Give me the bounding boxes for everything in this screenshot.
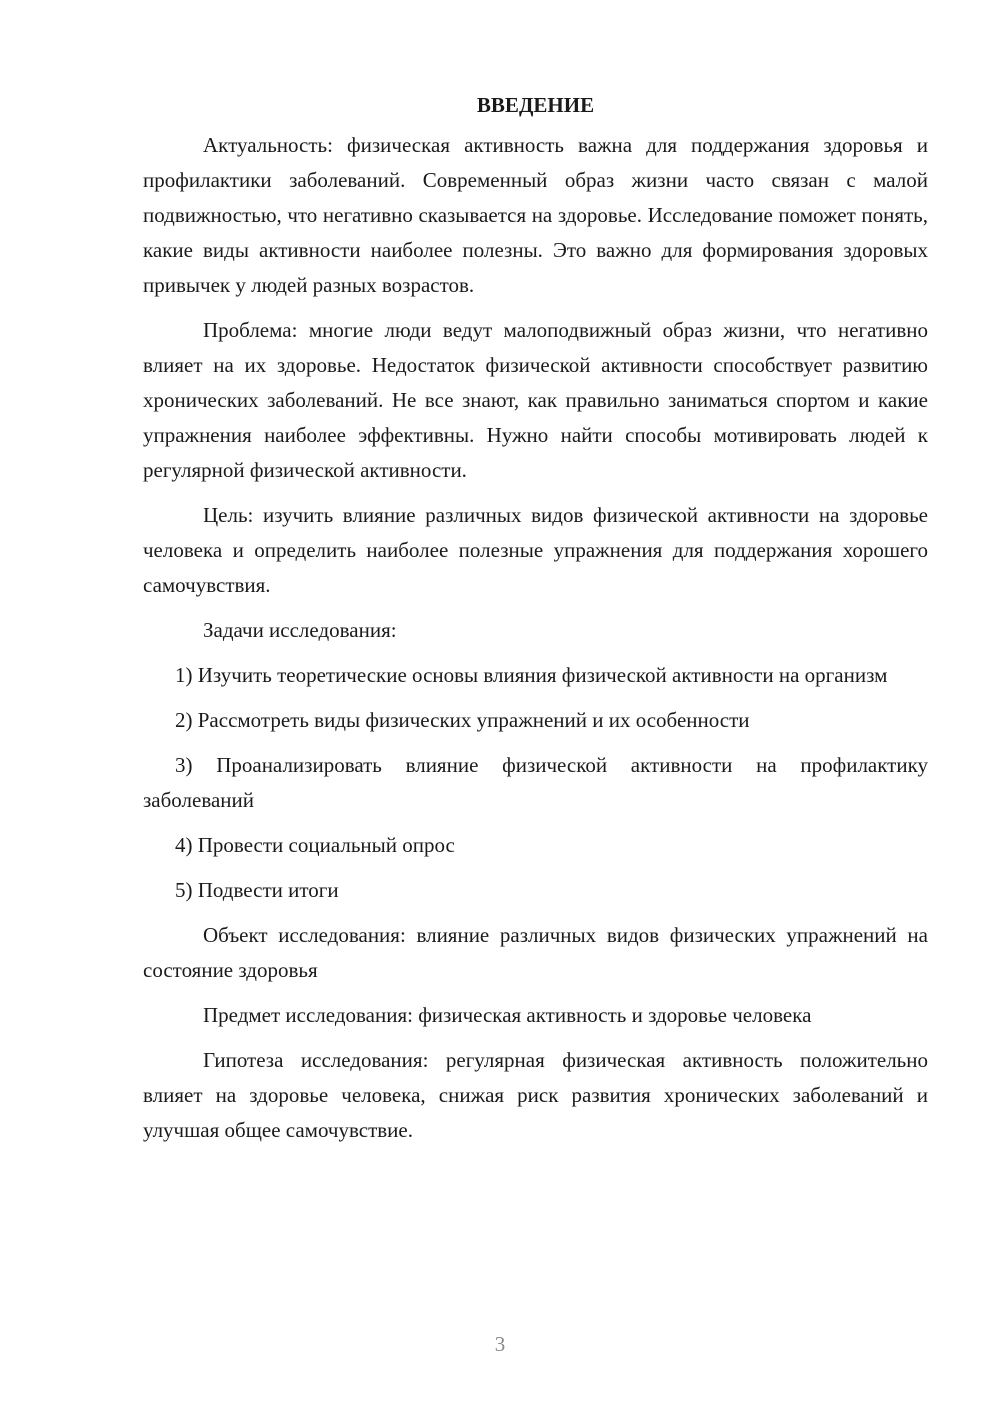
document-page — [143, 88, 928, 1158]
subject-paragraph: Предмет исследования: физическая активность и здоровье человека — [203, 1003, 812, 1027]
task-item: 5) Подвести итоги — [175, 878, 339, 902]
hypothesis-paragraph: Гипотеза исследования: регулярная физическая активность положительно влияет на здоровье человека, снижая риск развития хронических заболеваний и улучшая общее самочувствие. — [143, 1048, 928, 1142]
task-item: 3) Проанализировать влияние физической активности на профилактику заболеваний — [143, 753, 928, 812]
tasks-heading: Задачи исследования: — [203, 618, 397, 642]
relevance-paragraph: Актуальность: физическая активность важна для поддержания здоровья и профилактики заболеваний. Современный образ жизни часто связан с малой подвижностью, что негативно сказывается на здоровье. Исследование поможет понять, какие виды активности наиболее полезны. Это важно для формирования здоровых привычек у людей разных возрастов. — [143, 133, 928, 297]
section-heading: ВВЕДЕНИЕ — [476, 93, 595, 117]
goal-paragraph: Цель: изучить влияние различных видов физической активности на здоровье человека и определить наиболее полезные упражнения для поддержания хорошего самочувствия. — [143, 503, 928, 597]
task-item: 4) Провести социальный опрос — [175, 833, 455, 857]
problem-paragraph: Проблема: многие люди ведут малоподвижный образ жизни, что негативно влияет на их здоровье. Недостаток физической активности способствует развитию хронических заболеваний. Не все знают, как правильно заниматься спортом и какие упражнения наиболее эффективны. Нужно найти способы мотивировать людей к регулярной физической активности. — [143, 318, 928, 482]
task-item: 2) Рассмотреть виды физических упражнений и их особенности — [175, 708, 750, 732]
object-paragraph: Объект исследования: влияние различных видов физических упражнений на состояние здоровья — [143, 923, 928, 982]
task-item: 1) Изучить теоретические основы влияния физической активности на организм — [175, 663, 888, 687]
page-number: 3 — [494, 1332, 506, 1356]
